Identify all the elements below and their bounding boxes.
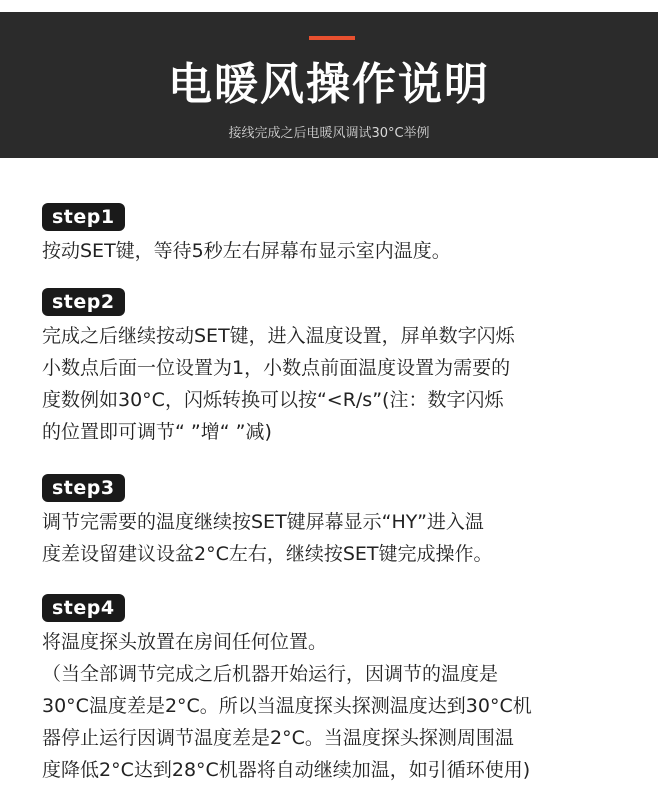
page-subtitle: 接线完成之后电暖风调试30°C举例 [228,126,430,141]
step-2-section [42,288,632,448]
step-1-section [42,203,632,267]
step-2-text: 完成之后继续按动SET键，进入温度设置，屏单数字闪烁 小数点后面一位设置为1，小数点前面温度设置为需要的 度数例如30°C，闪烁转换可以按“<R/s”(注：数字闪烁 的位置即可调节“ ”增“ ”减) [42,325,515,443]
step-4-badge: step4 [42,594,125,622]
page-title: 电暖风操作说明 [168,59,490,110]
step-3-section [42,474,632,570]
step-1-badge: step1 [42,203,125,231]
step-3-badge: step3 [42,474,125,502]
header-banner [0,12,658,158]
step-4-text: 将温度探头放置在房间任何位置。 （当全部调节完成之后机器开始运行，因调节的温度是 30°C温度差是2°C。所以当温度探头探测温度达到30°C机 器停止运行因调节温度差是2°C。当温度探头探测周围温 度降低2°C达到28°C机器将自动继续加温，如引循环使用) [42,631,532,781]
step-4-section [42,594,632,786]
accent-bar [309,36,355,40]
step-2-badge: step2 [42,288,125,316]
step-1-text: 按动SET键，等待5秒左右屏幕布显示室内温度。 [42,240,451,262]
step-3-text: 调节完需要的温度继续按SET键屏幕显示“HY”进入温 度差设留建议设盆2°C左右，继续按SET键完成操作。 [42,511,493,565]
